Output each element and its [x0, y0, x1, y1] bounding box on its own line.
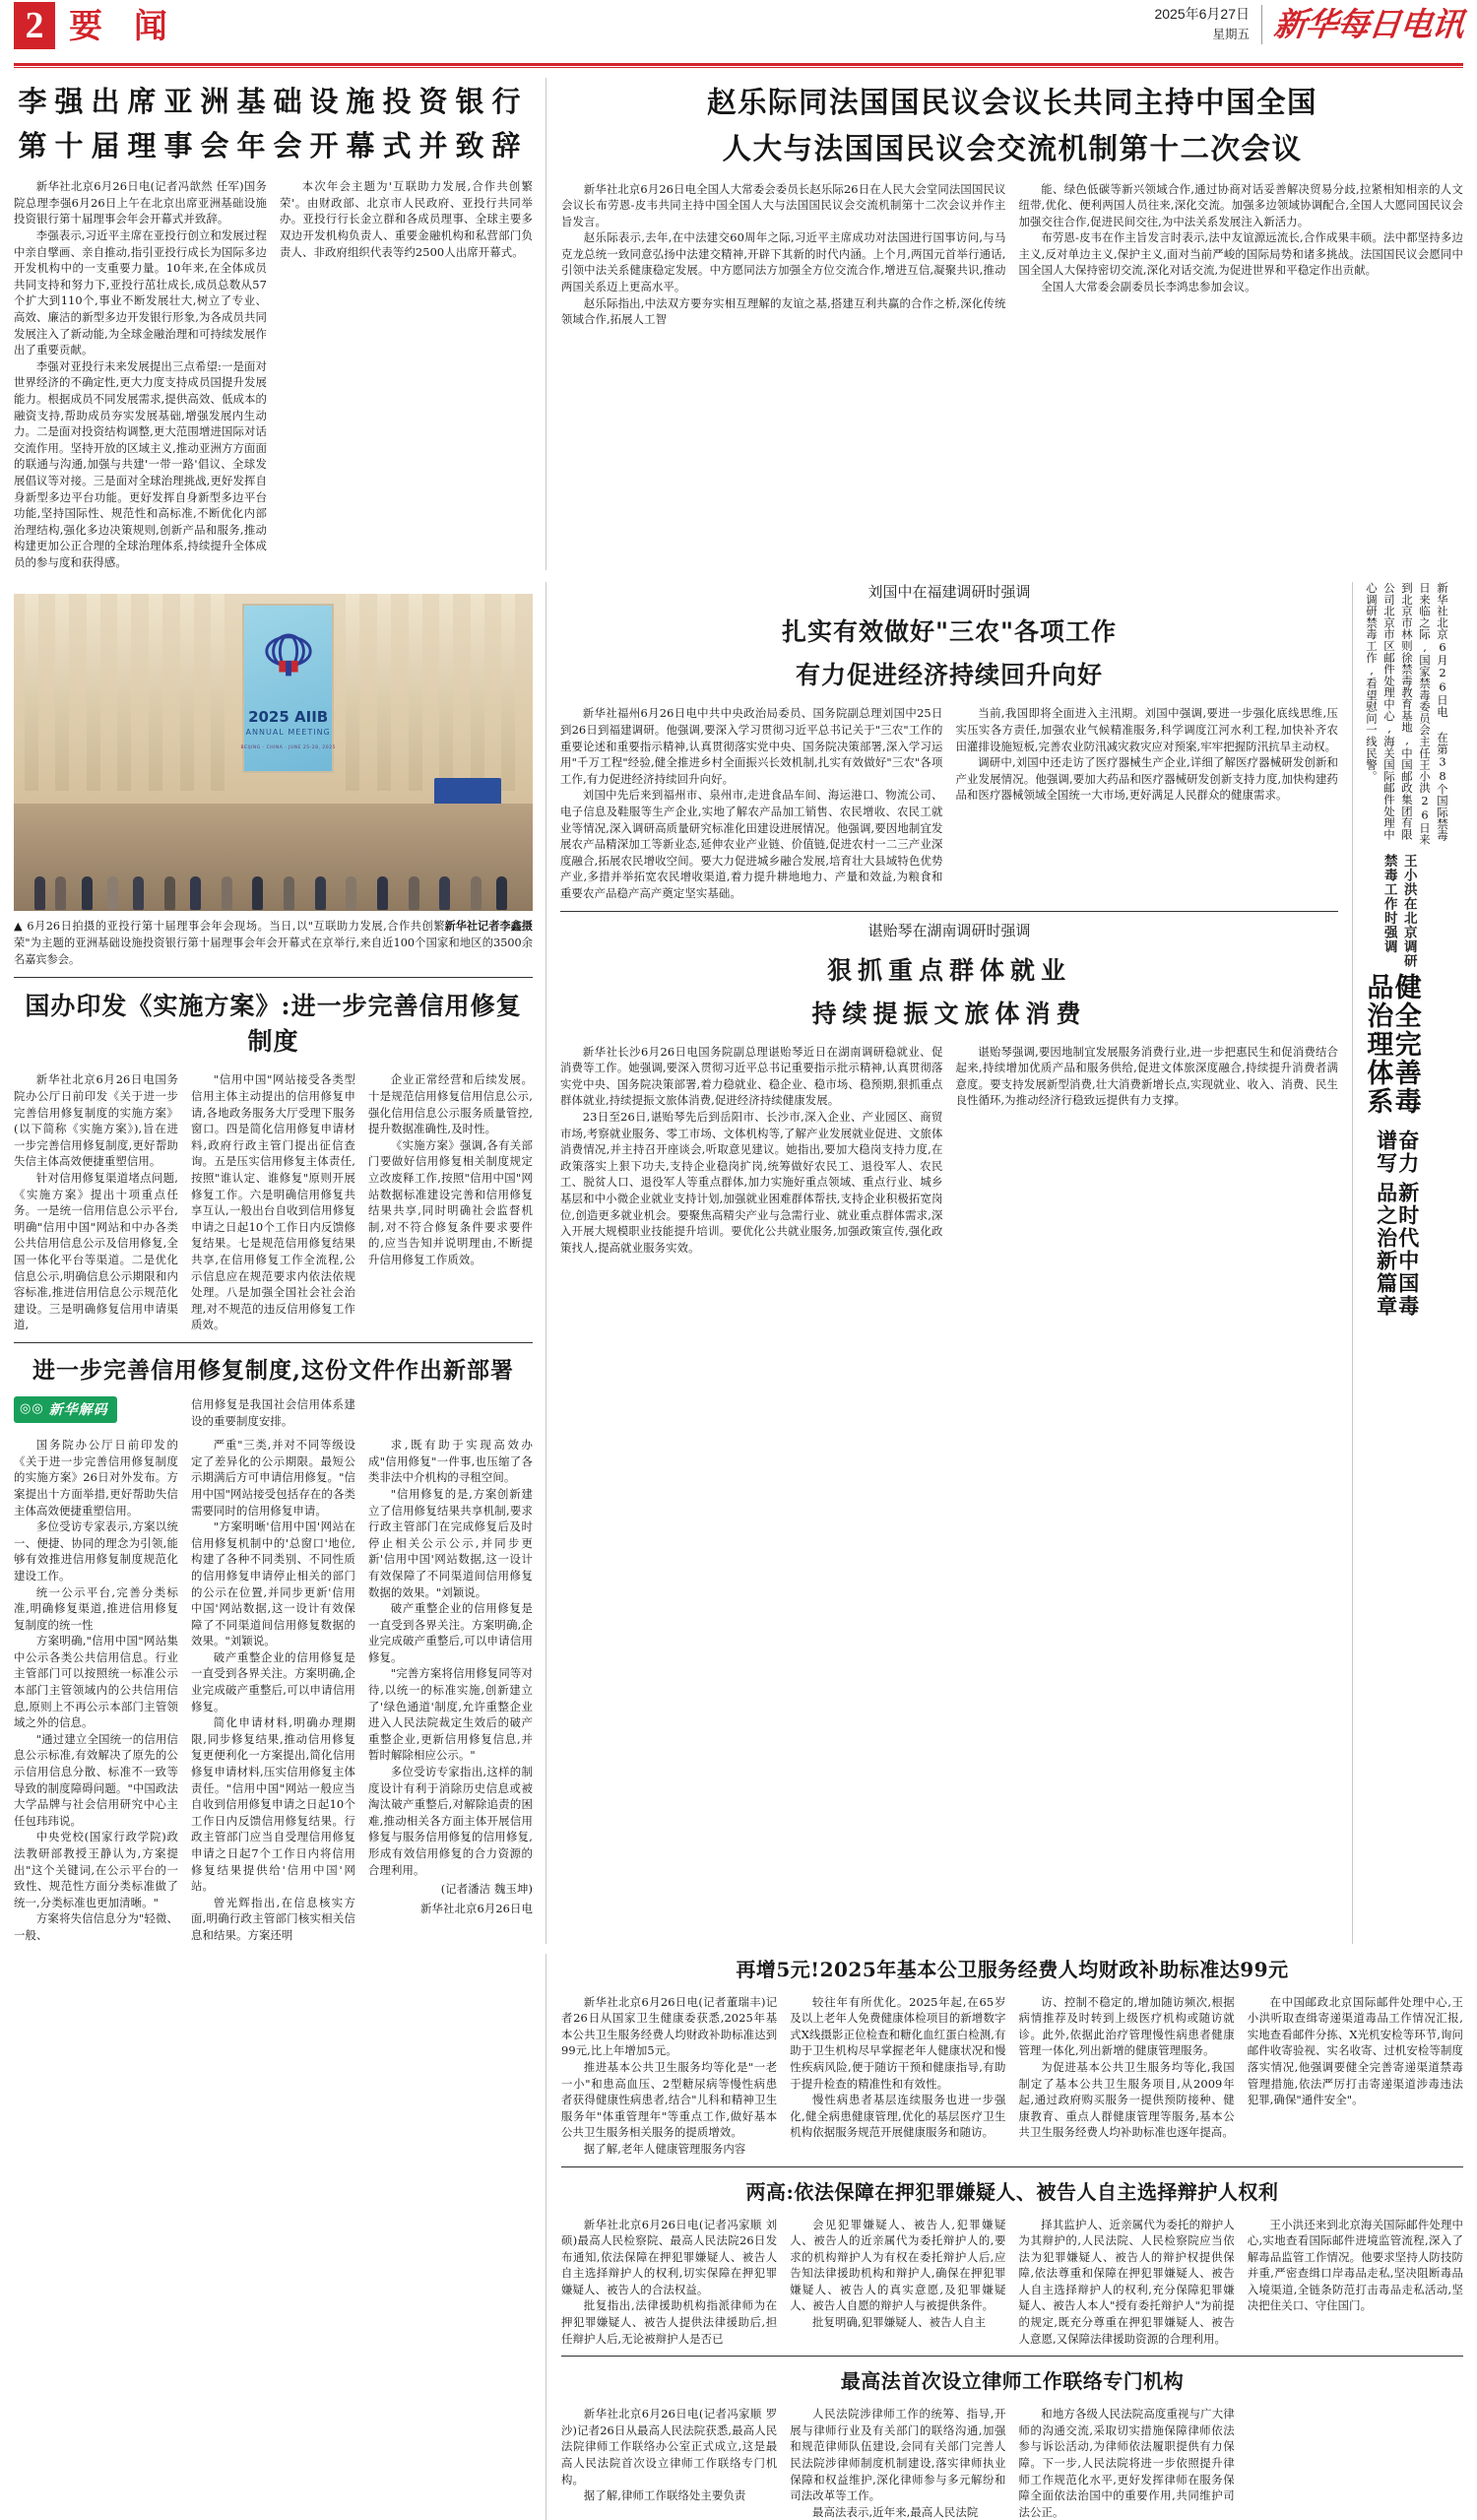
photo-person: [82, 876, 93, 910]
section-divider: [561, 2356, 1463, 2357]
mid-center-column: [546, 582, 1353, 1943]
photo-person: [190, 876, 201, 910]
article-body-columns: [561, 2406, 1463, 2520]
article-body-columns: [560, 1044, 1338, 1257]
paragraph: "信用修复的是,方案创新建立了信用修复结果共享机制,要求行政主管部门在完成修复后及时停止相关公示公示,并同步更新'信用中国'网站数据,这一设计有效保障了不同渠道间信用修复数据的效果。"刘颖说。: [368, 1486, 533, 1599]
photo-pillar: [55, 594, 69, 791]
paragraph: 刘国中先后来到福州市、泉州市,走进食品车间、海运港口、物流公司、电子信息及鞋服等生产企业,实地了解农产品加工销售、农民增收、农民工就业等情况,深入调研高质量研究标准化田建设进展情况。他强调,要因地制宜发展农产品精深加工等新业态,延伸农业产业链、价值链,促进农村一二三产业深度融合,拓展农民增收空间。要大力促进城乡融合发展,培育壮大县域特色优势产业,多措并举拓宽农民增收渠道,着力提升耕地地力、产量和效益,为粮食和重要农产品稳产高产奠定坚实基础。: [560, 788, 943, 900]
body-column-2: [280, 178, 533, 570]
paragraph: 新华社北京6月26日电(记者冯家顺 刘硕)最高人民检察院、最高人民法院26日发布通知,依法保障在押犯罪嫌疑人、被告人自主选择辩护人的权利,切实保障在押犯罪嫌疑人、被告人的合法权益。: [561, 2217, 778, 2296]
article-liu-guozhong: [560, 582, 1338, 901]
photo-pillar: [439, 594, 453, 791]
paragraph: 新华社北京6月26日电(记者冯家顺 罗沙)记者26日从最高人民法院获悉,最高人民法院律师工作联络办公室正式成立,这是最高人民法院首次设立律师工作联络专门机构。: [561, 2407, 778, 2487]
paragraph: 方案将失信信息分为"轻微、一般、: [14, 1911, 178, 1942]
paragraph: 在中国邮政北京国际邮件处理中心,王小洪听取查缉寄递渠道毒品工作情况汇报,实地查看邮件分拣、X光机安检等环节,询问邮件收寄验视、实名收寄、过机安检等制度落实情况,他强调要健全完善寄递渠道禁毒管理措施,依法严厉打击寄递渠道涉毒违法犯罪,确保"通件安全"。: [1247, 1994, 1463, 2107]
body-column-1: [14, 178, 267, 570]
body-column-2: [790, 2406, 1005, 2520]
body-column-3: [1019, 1994, 1235, 2158]
body-column-2: [1019, 181, 1464, 328]
body-column-2: [790, 1994, 1005, 2158]
photo-person: [222, 876, 232, 910]
body-column-1: [561, 181, 1006, 328]
photo-pillar: [211, 594, 225, 791]
masthead-right: [1154, 4, 1466, 44]
paragraph: 最高法表示,近年来,最高人民法院: [812, 2504, 979, 2519]
section-divider: [14, 1342, 533, 1343]
headline-line-2: 人大与法国国民议会交流机制第十二次会议: [722, 130, 1303, 165]
body-column-4: [1248, 2406, 1463, 2520]
paragraph: "信用中国"网站接受各类型信用主体主动提出的信用修复申请,各地政务服务大厅受理下服务窗口。四是简化信用修复申请材料,政府行政主管门提出征信查询。五是压实信用修复主体责任,按照"谁认定、谁修复"原则开展修复工作。六是明确信用修复共享互认,一般出台自收到信用修复申请之日起10个工作日内反馈修复结果。七是规范信用修复结果共享,在信用修复工作全流程,公示信息应在规范要求内依法依规处理。八是加强全国社会社会治理,对不规范的违反信用修复工作质效。: [191, 1072, 355, 1332]
headline-line-2: 第十届理事会年会开幕式并致辞: [18, 129, 529, 163]
section-divider: [14, 977, 533, 978]
paragraph: 推进基本公共卫生服务均等化是"一老一小"和患高血压、2型糖尿病等慢性病患者获得健康性病患者,结合"儿科和精神卫生服务年"体重管理年"等重点工作,做好基本公共卫生服务相关服务的提质增效。: [561, 2059, 778, 2140]
paragraph: 国务院办公厅日前印发的《关于进一步完善信用修复制度的实施方案》26日对外发布。方案提出十方面举措,更好帮助失信主体高效便捷重塑信用。: [14, 1438, 178, 1518]
aiib-logo-icon: [260, 632, 317, 685]
xinhua-decode-badge: [14, 1396, 117, 1423]
paragraph: 本次年会主题为'互联助力发展,合作共创繁荣'。由财政部、北京市人民政府、亚投行共同举办。亚投行行长金立群和各成员理事、全球主要多双边开发机构负责人、重要金融机构和私营部门负责人、非政府组织代表等约2500人出席开幕式。: [280, 179, 533, 259]
paragraph: 较往年有所优化。2025年起,在65岁及以上老年人免费健康体检项目的新增数字式X线摄影正位检查和糖化血红蛋白检测,有助于卫生机构尽早掌握老年人健康状况和慢性疾病风险,便于随访干预和健康指导,有助于提升检查的精准性和有效性。: [790, 1994, 1006, 2091]
headline-line-1: 李强出席亚洲基础设施投资银行: [18, 85, 529, 118]
date-line: 2025年6月27日: [1154, 6, 1250, 22]
photo-credit: 新华社记者李鑫摄: [444, 919, 533, 934]
section-divider: [560, 911, 1338, 912]
paragraph: 赵乐际表示,去年,在中法建交60周年之际,习近平主席成功对法国进行国事访问,与马克龙总统一致同意弘扬中法建交精神,开辟下其新的时代内涵。上个月,两国元首举行通话,引领中法关系健康稳定发展。中方愿同法方加强全方位交流合作,增进互信,凝聚共识,推动两国关系迈上更高水平。: [561, 230, 1006, 294]
paragraph: 择其监护人、近亲属代为委托的辩护人为其辩护的,人民法院、人民检察院应当依法为犯罪嫌疑人、被告人的辩护权提供保障,依法尊重和保障在押犯罪嫌疑人、被告人自主选择辩护人的权利,充分保障犯罪嫌疑人、被告人本人"授有委托辩护人"为前提的规定,既充分尊重在押犯罪嫌疑人、被告人意愿,又保障法律援助资源的合理利用。: [1018, 2217, 1235, 2346]
paragraph: 当前,我国即将全面进入主汛期。刘国中强调,要进一步强化底线思维,压实压实各方责任,加强农业气候精准服务,科学调度江河水利工程,加快补齐农田灌排设施短板,完善农业防汛减灾救灾应对预案,牢牢把握防汛抗旱主动权。: [955, 706, 1338, 753]
body-column-4: [1248, 2217, 1463, 2348]
photo-pillar: [149, 594, 162, 791]
section-title: 要 闻: [69, 7, 177, 46]
photo-caption-text: ▲ 6月26日拍摄的亚投行第十届理事会年会现场。当日,以"互联助力发展,合作共创繁荣"为主题的亚洲基础设施投资银行第十届理事会年会开幕式在京举行,来自近100个国家和地区的3500余名嘉宾参会。: [14, 920, 533, 967]
paragraph: 王小洪还来到北京海关国际邮件处理中心,实地查看国际邮件进境监管流程,深入了解毒品监管工作情况。他要求坚持人防技防并重,严密查缉口岸毒品走私,坚决阻断毒品入境渠道,全链条防范打击毒品走私活动,坚决把住关口、守住国门。: [1247, 2217, 1463, 2313]
page-number: 2: [14, 2, 55, 49]
photo-person: [439, 876, 450, 910]
paragraph: 针对信用修复渠道堵点问题,《实施方案》提出十项重点任务。一是统一信用信息公示平台,明确"信用中国"网站和中办各类公共信用信息公示及信用修复,全国一体化平台等渠道。二是优化信息公示,明确信息公示期限和内容标准,推进信用信息公示规范化建设。三是明确修复信用申请渠道,: [14, 1171, 178, 1332]
paragraph: 会见犯罪嫌疑人、被告人,犯罪嫌疑人、被告人的近亲属代为委托辩护人的,要求的机构辩护人为有权在委托辩护人后,应告知法律援助机构和辩护人,确保在押犯罪嫌疑人、被告人的真实意愿,及犯罪嫌疑人、被告人自愿的辩护人与被提供条件。: [790, 2217, 1006, 2313]
paragraph: 统一公示平台,完善分类标准,明确修复渠道,推进信用修复复制度的统一性: [14, 1584, 178, 1632]
paragraph: 破产重整企业的信用修复是一直受到各界关注。方案明确,企业完成破产重整后,可以申请信用修复。: [191, 1649, 355, 1713]
paragraph: 新华社北京6月26日电(记者董瑞丰)记者26日从国家卫生健康委获悉,2025年基本公共卫生服务经费人均财政补助标准达到99元,比上年增加5元。: [561, 1994, 778, 2058]
article-body-columns: [561, 1994, 1463, 2158]
decode-badge-icon: ◎◎: [20, 1401, 44, 1417]
body-column-3: [1019, 2406, 1235, 2520]
article-li-qiang: [14, 78, 546, 570]
paragraph: 赵乐际指出,中法双方要夯实相互理解的友谊之基,搭建互利共赢的合作之桥,深化传统领域合作,拓展人工智: [561, 295, 1006, 327]
body-column-1: [14, 1437, 178, 1943]
masthead-rule-thin: [14, 67, 1463, 68]
kicker: 谌贻琴在湖南调研时强调: [867, 921, 1031, 939]
article-credit-policy: [14, 987, 533, 1333]
article-body-columns: [561, 181, 1463, 328]
photo-person: [284, 876, 294, 910]
photo-person: [107, 876, 118, 910]
photo-pillar: [180, 594, 194, 791]
bottom-right-column: [546, 1954, 1463, 2520]
photo-person: [377, 876, 388, 910]
paragraph: 新华社长沙6月26日电国务院副总理谌贻琴近日在湖南调研稳就业、促消费等工作。她强调,要深入贯彻习近平总书记重要指示批示精神,认真贯彻落实党中央、国务院决策部署,着力稳就业、稳企业、稳市场、稳预期,狠抓重点群体就业,持续提振文旅体消费,促进经济持续健康发展。: [560, 1044, 943, 1108]
photo-person: [315, 876, 326, 910]
headline: 两高:依法保障在押犯罪嫌疑人、被告人自主选择辩护人权利: [745, 2179, 1279, 2204]
article-body-columns: [561, 2217, 1463, 2348]
paragraph: 批复指出,法律援助机构指派律师为在押犯罪嫌疑人、被告人提供法律援助后,担任辩护人后,无论被辩护人是否已: [561, 2298, 778, 2346]
publication-date: [1154, 4, 1250, 44]
aiib-meeting-photo: [14, 594, 533, 911]
body-column-3: [368, 1437, 533, 1943]
paragraph: 慢性病患者基层连续服务也进一步强化,健全病患健康管理,优化的基层医疗卫生机构依据服务规范开展健康服务和随访。: [790, 2093, 1006, 2140]
paragraph: 多位受访专家表示,方案以统一、便捷、协同的理念为引领,能够有效推进信用修复制度规范化建设工作。: [14, 1519, 178, 1583]
photo-crowd: [14, 816, 533, 912]
photo-pillar: [501, 594, 515, 791]
photo-person: [252, 876, 263, 910]
body-column-3: [368, 1071, 533, 1333]
headline-line-2: 有力促进经济持续回升向好: [795, 661, 1103, 690]
paragraph: 企业正常经营和后续发展。十是规范信用修复信用信息公示,强化信用信息公示服务质量管控,提升数据准确性,及时性。: [368, 1072, 533, 1136]
paragraph: "通过建立全国统一的信用信息公示标准,有效解决了原先的公示信用信息分散、标准不一致等导致的制度障碍问题。"中国政法大学品牌与社会信用研究中心主任包玮玮说。: [14, 1731, 178, 1828]
top-zone: [14, 78, 1463, 570]
article-byline: (记者潘洁 魏玉坤): [440, 1882, 533, 1897]
article-supreme-court: [561, 2365, 1463, 2520]
body-column-2: [956, 1044, 1339, 1257]
photo-led-screen: [242, 604, 335, 772]
photo-person: [409, 876, 419, 910]
bottom-zone: [14, 1954, 1463, 2520]
paragraph: 23日至26日,谌贻琴先后到岳阳市、长沙市,深入企业、产业园区、商贸市场,考察就业服务、零工市场、文体机构等,了解产业发展就业促进、文旅体消费情况,并主持召开座谈会,听取意见建议。她指出,要加大稳岗支持力度,在政策落实上狠下功夫,支持企业稳岗扩岗,统筹做好农民工、退役军人、农民工、脱贫人口、退役军人等重点群体,加力实施好重点领域、重点行业、城乡基层和中小微企业就业支持计划,加强就业困难群体帮扶,支持企业积极拓宽岗位,创造更多就业机会。要聚焦高精尖产业与急需行业、就业重点群体需求,深入开展大规模职业技能提升培训。要优化公共就业服务,加强政策宣传,强化政策找人,提高就业服务实效。: [560, 1109, 943, 1255]
photo-pillar: [409, 594, 422, 791]
body-column-4: [1248, 1994, 1463, 2158]
paragraph: 曾光辉指出,在信息核实方面,明确行政主管部门核实相关信息和结果。方案还明: [191, 1895, 355, 1942]
decode-badge-label: 新华解码: [48, 1401, 108, 1418]
headline-line-2: 持续提振文旅体消费: [811, 999, 1087, 1028]
vertical-headline-line-3: 新时代中国毒品之治新篇章: [1374, 1181, 1421, 1318]
body-column-2: [191, 1071, 355, 1333]
article-public-health: [561, 1954, 1463, 2158]
body-column-1: [560, 1044, 943, 1257]
body-column-2: [956, 705, 1339, 901]
photo-overlay-year: 2025 AIIB: [248, 707, 329, 726]
paragraph: 李强表示,习近平主席在亚投行创立和发展过程中亲自擘画、亲自推动,指引亚投行成长为国际多边开发机构中的一支重要力量。10年来,在全体成员共同支持和努力下,亚投行茁壮成长,成员总数从57个扩大到110个,事业不断发展壮大,树立了专业、高效、廉洁的新型多边开发银行形象,为各成员共同发展注入了新动能,为全球金融治理和可持续发展作出了重要贡献。: [14, 228, 267, 357]
paragraph: 谌贻琴强调,要因地制宜发展服务消费行业,进一步把惠民生和促消费结合起来,持续增加优质产品和服务供给,促进文体旅深度融合,持续提升消费者满意度。要支持发展新型消费,壮大消费新增长点,实现就业、收入、消费、民生良性循环,为推动经济行稳致远提供有力支撑。: [955, 1044, 1338, 1108]
headline: 进一步完善信用修复制度,这份文件作出新部署: [32, 1356, 514, 1384]
masthead-rule-thick: [14, 63, 1463, 66]
photo-person: [471, 876, 482, 910]
paragraph: 新华社北京6月26日电(记者冯歆然 任军)国务院总理李强6月26日上午在北京出席亚洲基础设施投资银行第十届理事会年会开幕式并致辞。: [14, 179, 267, 226]
body-column-1: [561, 2217, 777, 2348]
article-body-columns: [560, 705, 1338, 901]
body-column-1: [561, 1994, 777, 2158]
photo-block: [14, 594, 533, 968]
paragraph: 多位受访专家指出,这样的制度设计有利于消除历史信息或被淘汰破产重整后,对解除追责的困难,推动相关各方面主体开展信用修复与服务信用修复的信用修复,形成有效信用修复的合力资源的合理利用。: [368, 1765, 533, 1877]
paragraph: 简化申请材料,明确办理期限,同步修复结果,推动信用修复复更便利化一方案提出,简化信用修复申请材料,压实信用修复主体责任。"信用中国"网站一般应当自收到信用修复申请之日起10个工作日内反馈信用修复结果。行政主管部门应当自受理信用修复申请之日起7个工作日内将信用修复结果提供给'信用中国'网站。: [191, 1715, 355, 1894]
article-decode: [14, 1352, 533, 1944]
paragraph: 访、控制不稳定的,增加随访频次,根据病情推荐及时转到上级医疗机构或随访就诊。此外,依据此治疗管理慢性病患者健康管理一体化,列出新增的健康管理服务。: [1018, 1994, 1235, 2058]
masthead: [14, 0, 1466, 61]
mid-left-column: [14, 582, 546, 1943]
vertical-body-text: [1363, 582, 1451, 848]
paragraph: 人民法院涉律师工作的统筹、指导,开展与律师行业及有关部门的联络沟通,加强和规范律师队伍建设,会同有关部门完善人民法院涉律师制度机制建设,落实律师执业保障和权益维护,深化律师参与多元解纷和司法改革等工作。: [790, 2407, 1006, 2503]
paragraph: 新华社北京6月26日电全国人大常委会委员长赵乐际26日在人民大会堂同法国国民议会议长布劳恩-皮韦共同主持中国全国人大与法国国民议会交流机制第十二次会议并作主旨发言。: [561, 181, 1006, 228]
photo-pillar: [87, 594, 100, 791]
paragraph: 新华社北京6月26日电国务院办公厅日前印发《关于进一步完善信用修复制度的实施方案》(以下简称《实施方案》),旨在进一步完善信用修复制度,更好帮助失信主体高效便捷重塑信用。: [14, 1072, 178, 1169]
paragraph: 为促进基本公共卫生服务均等化,我国制定了基本公共卫生服务项目,从2009年起,通过政府购买服务一提供预防接种、健康教育、重点人群健康管理等服务,基本公共卫生服务经费人均补助标准也逐年提高。: [1018, 2059, 1235, 2140]
paragraph: 求,既有助于实现高效办成"信用修复"一件事,也压缩了各类非法中介机构的寻租空间。: [368, 1438, 533, 1485]
paragraph: 《实施方案》强调,各有关部门要做好信用修复相关制度规定立改废释工作,按照"信用中国"网站数据标准建设完善和信用修复结果共享,同时明确社会监督机制,对不符合修复条件要求要件的,应当告知并说明理由,不断提升信用修复工作质效。: [368, 1137, 533, 1266]
paragraph: 批复明确,犯罪嫌疑人、被告人自主: [812, 2315, 987, 2330]
paragraph: 布劳恩-皮韦在作主旨发言时表示,法中友谊源远流长,合作成果丰硕。法中都坚持多边主义,反对单边主义,保护主义,面对当前严峻的国际局势和诸多挑战。法国国民议会愿同中国全国人大保持密切交流,深化对话交流,为促进世界和平稳定作出贡献。: [1018, 230, 1463, 278]
headline: 再增5元!2025年基本公卫服务经费人均财政补助标准达99元: [736, 1957, 1289, 1981]
article-body-columns: [14, 1071, 533, 1333]
headline-line-1: 扎实有效做好"三农"各项工作: [781, 617, 1118, 647]
body-column-2: [191, 1437, 355, 1943]
photo-person: [346, 876, 356, 910]
kicker: 刘国中在福建调研时强调: [867, 583, 1031, 602]
paragraph: 能、绿色低碳等新兴领域合作,通过协商对话妥善解决贸易分歧,拉紧相知相亲的人文纽带,优化、便利两国人员往来,深化交流。加强多边领域协调配合,全国人大愿同国民议会加强交往合作,促进民间交往,为中法关系发展注入新活力。: [1018, 181, 1463, 228]
photo-person: [164, 876, 175, 910]
mid-zone: [14, 582, 1463, 1943]
vertical-headline-line-1: 健全完善毒品治理体系: [1362, 972, 1421, 1116]
body-column-2: [790, 2217, 1005, 2348]
body-column-1: [14, 1071, 178, 1333]
article-shen-yiqin: [560, 921, 1338, 1257]
paragraph: 新华社北京6月26日电 在第38个国际禁毒日来临之际,国家禁毒委员会主任王小洪26日来到北京市林则徐禁毒教育基地,中国邮政集团有限公司北京市区邮件处理中心,海关国际邮件处理中心调研禁毒工作,看望慰问一线民警。: [1365, 582, 1449, 846]
photo-person: [496, 876, 507, 910]
paragraph: 全国人大常委会副委员长李鸿忠参加会议。: [1041, 280, 1256, 294]
article-wang-xiaohong: [1353, 582, 1463, 1943]
photo-pillar: [346, 594, 359, 791]
section-divider: [561, 2166, 1463, 2167]
headline-line-1: 赵乐际同法国国民议会议长共同主持中国全国: [706, 85, 1317, 119]
body-column-1: [560, 705, 943, 901]
headline: 国办印发《实施方案》:进一步完善信用修复制度: [25, 992, 522, 1057]
article-zhao-leji: [546, 78, 1463, 570]
paragraph: 严重"三类,并对不同等级设定了差异化的公示期限。最短公示期满后方可申请信用修复。"信用中国"网站接受包括存在的各类需要同时的信用修复申请。: [191, 1438, 355, 1518]
photo-person: [133, 876, 144, 910]
vertical-kicker: 王小洪在北京调研禁毒工作时强调: [1381, 854, 1417, 969]
paragraph: "完善方案将信用修复同等对待,以统一的标准实施,创新建立了'绿色通道'制度,允许重整企业进入人民法院裁定生效后的破产重整企业,更新信用修复信息,并暂时解除相应公示。": [368, 1666, 533, 1763]
photo-overlay-sub: ANNUAL MEETING: [245, 728, 331, 738]
vertical-headline-line-2: 奋力谱写: [1374, 1129, 1421, 1175]
photo-person: [55, 876, 66, 910]
paragraph: 破产重整企业的信用修复是一直受到各界关注。方案明确,企业完成破产重整后,可以申请信用修复。: [368, 1601, 533, 1664]
paragraph: "方案明晰'信用中国'网站在信用修复机制中的'总窗口'地位,构建了各种不同类别、不同性质的信用修复申请停止相关的部门的公示在位置,并同步更新'信用中国'网站数据,这一设计有效保障了不同渠道间信用修复数据的效果。"刘颖说。: [191, 1519, 355, 1648]
body-column-1: [561, 2406, 777, 2520]
article-defense-rights: [561, 2176, 1463, 2348]
article-body-columns: [14, 178, 533, 570]
vertical-headline-group: [1363, 854, 1419, 1326]
bottom-left-spacer: [14, 1954, 546, 2520]
article-dateline: 新华社北京6月26日电: [420, 1901, 533, 1915]
photo-pillar: [471, 594, 484, 791]
photo-overlay-small: BEIJING · CHINA · JUNE 25-28, 2025: [240, 745, 336, 751]
photo-caption: [14, 918, 533, 968]
paragraph: 据了解,老年人健康管理服务内容: [583, 2141, 746, 2156]
body-column-3: [1019, 2217, 1235, 2348]
paragraph: 和地方各级人民法院高度重视与广大律师的沟通交流,采取切实措施保障律师依法参与诉讼活动,为律师依法履职提供有力保障。下一步,人民法院将进一步依照提升律师工作规范化水平,更好发挥律师在服务保障全面依法治国中的重要作用,共同维护司法公正。: [1018, 2407, 1235, 2519]
photo-pillar: [377, 594, 391, 791]
paragraph: 新华社福州6月26日电中共中央政治局委员、国务院副总理刘国中25日到26日到福建调研。他强调,要深入学习贯彻习近平总书记关于"三农"工作的重要论述和重要指示精神,认真贯彻落实党中央、国务院决策部署,深入学习运用"千万工程"经验,健全推进乡村全面振兴长效机制,扎实有效做好"三农"各项工作,有力促进经济持续回升向好。: [560, 706, 943, 786]
date-divider: [1261, 5, 1262, 44]
paragraph: 方案明确,"信用中国"网站集中公示各类公共信用信息。行业主管部门可以按照统一标准公示本部门主管领域内的公共信用信息,原则上不再公示本部门主管领域之外的信息。: [14, 1634, 178, 1730]
paragraph: 调研中,刘国中还走访了医疗器械生产企业,详细了解医疗器械研发创新和产业发展情况。他强调,要加大药品和医疗器械研发创新支持力度,加快构建药品和医疗器械领域全国统一大市场,更好满足人民群众的健康需求。: [955, 755, 1338, 803]
paragraph: 李强对亚投行未来发展提出三点希望:一是面对世界经济的不确定性,更大力度支持成员国提升发展能力。根据成员不同发展需求,提供高效、低成本的融资支持,帮助成员夯实发展基础,增强发展内生动力。二是面对投资结构调整,更大范围增进国际对话交流作用。坚持开放的区域主义,推动亚洲方方面面的联通与沟通,加强与共建'一带一路'倡议、全球发展倡议等对接。三是面对全球治理挑战,更好发挥自身新型多边平台功能。更好发挥自身新型多边平台功能,坚持国际性、规范性和高标准,不断优化内部治理结构,强化多边决策规则,创新产品和服务,推动构建更加公正合理的全球治理体系,持续提升全体成员的参与度和获得感。: [14, 358, 267, 569]
paper-logo: 新华每日电讯: [1271, 5, 1466, 44]
paragraph: 中央党校(国家行政学院)政法教研部教授王静认为,方案提出"这个关键词,在公示平台的一致性、规范性方面分类标准做了统一,分类标准也更加清晰。": [14, 1830, 178, 1909]
decode-intro: 信用修复是我国社会信用体系建设的重要制度安排。: [191, 1396, 355, 1428]
headline-line-1: 狠抓重点群体就业: [826, 955, 1071, 985]
photo-pillar: [25, 594, 38, 791]
weekday-line: 星期五: [1212, 27, 1250, 41]
article-body-columns: [14, 1437, 533, 1943]
headline: 最高法首次设立律师工作联络专门机构: [840, 2369, 1185, 2394]
paragraph: 据了解,律师工作联络处主要负责: [583, 2488, 746, 2503]
photo-person: [34, 876, 45, 910]
photo-pillar: [117, 594, 131, 791]
